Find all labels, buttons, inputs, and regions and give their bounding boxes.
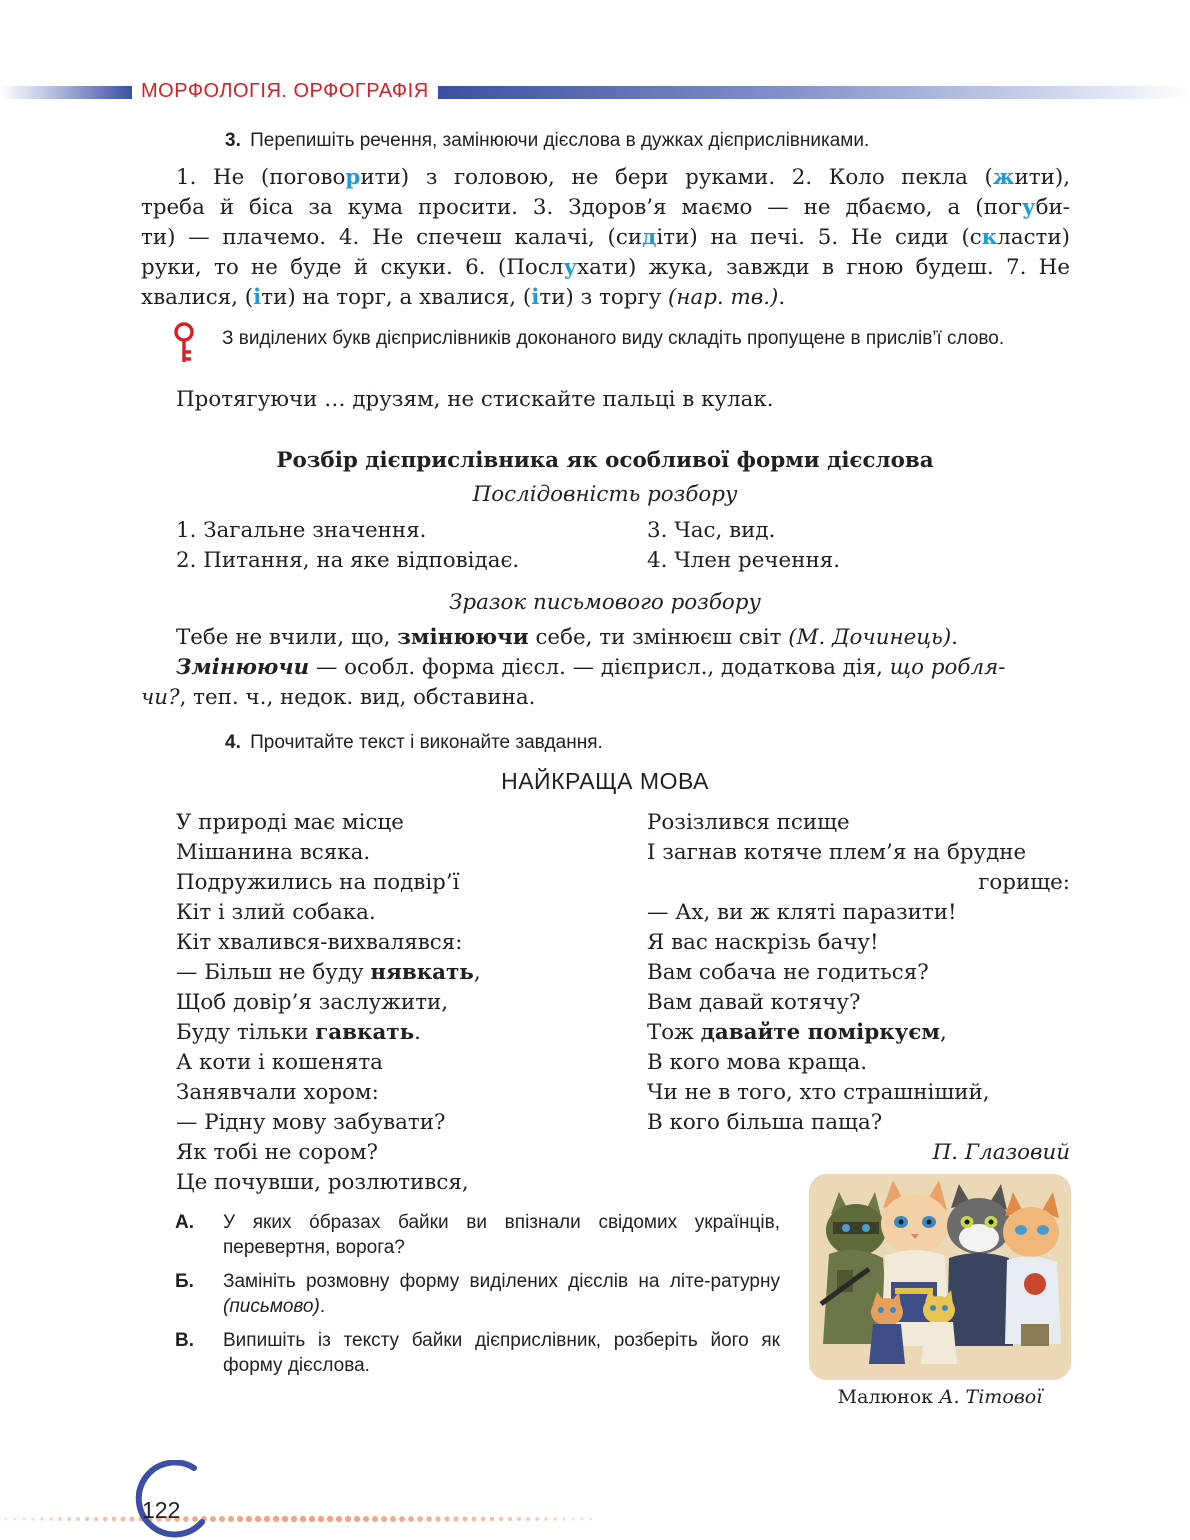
text-run: Подружились на подвір’ї [176, 870, 460, 895]
header-band-left [0, 86, 132, 99]
footer-dot [562, 1517, 565, 1520]
text-run: Щоб довір’я заслужити, [176, 990, 449, 1015]
footer-dot [572, 1518, 575, 1521]
poem-line [176, 868, 616, 898]
sample-text: . [951, 625, 958, 650]
footer-dot [481, 1517, 486, 1522]
question-mark: А. [175, 1212, 194, 1233]
footer-dot [363, 1516, 369, 1522]
task-3-text: Перепишіть речення, замінюючи дієслова в дужках дієприслівниками. [250, 130, 870, 151]
poem-line [176, 1018, 616, 1048]
highlighted-letter: р [345, 165, 361, 190]
footer-dot [94, 1517, 98, 1521]
sentence-line [141, 285, 785, 310]
footer-dot [372, 1516, 378, 1522]
highlighted-letter: к [981, 225, 998, 250]
header-band-right [438, 86, 1190, 99]
sample-line-1 [176, 625, 958, 650]
footer-dot [535, 1517, 539, 1521]
sample-bold-word: змінюючи [397, 625, 529, 650]
footer-dot [246, 1516, 252, 1522]
footer-dot [291, 1516, 297, 1522]
sample-text: себе, ти змінюєш світ [528, 625, 789, 650]
footer-dot [426, 1516, 432, 1522]
text-run: Я вас наскрізь бачу! [647, 930, 879, 955]
analysis-subtitle: Послідовність розбору [472, 482, 738, 507]
poem-line [176, 988, 616, 1018]
footer-dot [273, 1516, 279, 1522]
poem-line [176, 1048, 616, 1078]
text-run: . [778, 285, 786, 310]
sample-text: , теп. ч., недок. вид, обставина. [179, 685, 536, 710]
footer-dot [85, 1517, 89, 1521]
footer-dot [31, 1517, 34, 1520]
sentence-line [141, 255, 1070, 280]
footer-dot [581, 1518, 584, 1521]
footer-dot [282, 1516, 288, 1522]
footer-dot [112, 1517, 117, 1522]
footer-dot [5, 1518, 8, 1521]
illustration-caption [809, 1386, 1071, 1408]
caption-author: А. Тітової [939, 1386, 1043, 1408]
poem-line [176, 838, 616, 868]
text-run: ити) з головою, не бери руками. 2. Коло пекла ( [360, 165, 993, 190]
poem-line [647, 928, 1070, 958]
poem-author: П. Глазовий [932, 1140, 1070, 1165]
poem-line [176, 1138, 616, 1168]
question-text: Замініть розмовну форму виділених дієслів на літе-ратурну [223, 1271, 780, 1292]
footer-dot [453, 1516, 458, 1521]
poem-right-column [647, 808, 1070, 1138]
text-run: , [473, 960, 481, 985]
poem-line [647, 1078, 1070, 1108]
step-2: 2. Питання, на яке відповідає. [176, 548, 520, 573]
proverb-line: Протягуючи … друзям, не стискайте пальці в кулак. [176, 387, 774, 412]
highlighted-letter: д [642, 225, 657, 250]
text-run: В кого більша паща? [647, 1110, 883, 1135]
footer-dot [219, 1516, 225, 1522]
footer-dot [399, 1516, 405, 1522]
footer-dot [472, 1517, 477, 1522]
highlighted-letter: ж [992, 165, 1015, 190]
footer-dot [354, 1516, 360, 1522]
question-text: . [319, 1296, 326, 1317]
sample-text: Тебе не вчили, що, [176, 625, 398, 650]
question-text: Випишіть із тексту байки дієприслівник, розберіть його як форму дієслова. [223, 1330, 780, 1376]
cats-illustration [809, 1174, 1071, 1380]
footer-dot [553, 1517, 556, 1520]
highlighted-letter: і [253, 285, 262, 310]
text-run: — Ах, ви ж кляті паразити! [647, 900, 957, 925]
footer-dot [408, 1516, 414, 1522]
sample-question: що робля- [889, 655, 1006, 680]
text-run: Тож [647, 1020, 701, 1045]
footer-dot [390, 1516, 396, 1522]
sample-line-3 [141, 685, 536, 710]
footer-dot [517, 1517, 521, 1521]
footer-dot [417, 1516, 423, 1522]
footer-dot [264, 1516, 270, 1522]
footer-dot [300, 1516, 306, 1522]
footer-dot [590, 1518, 593, 1521]
analysis-title: Розбір дієприслівника як особливої форми дієслова [276, 448, 934, 473]
sample-question: чи? [141, 685, 180, 710]
text-run: Кіт і злий собака. [176, 900, 376, 925]
sample-title: Зразок письмового розбору [449, 590, 761, 615]
text-run: ти) з торгу [539, 285, 669, 310]
poem-line [647, 808, 1070, 838]
text-run: би- [1035, 195, 1070, 220]
bold-verb: гавкать [315, 1020, 415, 1045]
footer-dots [0, 1514, 600, 1524]
text-run: Розізлився псище [647, 810, 850, 835]
footer-dot [508, 1517, 512, 1521]
task-3-note: З виділених букв дієприслівників доконаного виду складіть пропущене в прислів’ї слово. [222, 328, 1005, 349]
page-number: 122 [142, 1497, 181, 1523]
footer-dot [544, 1517, 548, 1521]
text-run: Це почувши, розлютився, [176, 1170, 469, 1195]
text-run: І загнав котяче плем’я на брудне [647, 840, 1027, 865]
poem-line [176, 1108, 616, 1138]
text-run: В кого мова краща. [647, 1050, 868, 1075]
highlighted-letter: у [563, 255, 578, 280]
poem-line [176, 808, 616, 838]
footer-dot [463, 1517, 468, 1522]
footer-dot [228, 1516, 234, 1522]
sample-bold-word: Змінюючи [176, 655, 310, 680]
highlighted-letter: і [531, 285, 540, 310]
poem-line [176, 1078, 616, 1108]
sample-author: (М. Дочинець) [788, 625, 952, 650]
footer-dot [318, 1516, 324, 1522]
question-a [175, 1210, 780, 1260]
poem-line [647, 868, 1070, 898]
text-run: Буду тільки [176, 1020, 316, 1045]
poem-line [176, 1168, 616, 1198]
footer-dot [255, 1516, 261, 1522]
question-text: У яких óбразах байки ви впізнали свідомих українців, перевертня, ворога? [223, 1212, 780, 1258]
poem-line [647, 838, 1070, 868]
step-1: 1. Загальне значення. [176, 518, 427, 543]
footer-dot [67, 1517, 71, 1521]
sentence-line [141, 195, 1070, 220]
poem-line [647, 1108, 1070, 1138]
poem-line [176, 928, 616, 958]
question-text-italic: (письмово) [223, 1296, 320, 1317]
text-run: 1. Не (погово [176, 165, 346, 190]
poem-title: НАЙКРАЩА МОВА [501, 768, 709, 794]
task-3-instruction [225, 130, 869, 152]
caption-text: Малюнок [837, 1386, 940, 1408]
task-4-text: Прочитайте текст і виконайте завдання. [250, 732, 603, 753]
footer-dot [309, 1516, 315, 1522]
bold-verb: нявкать [370, 960, 474, 985]
step-3: 3. Час, вид. [647, 518, 776, 543]
footer-dot [499, 1517, 503, 1521]
sample-text: — особл. форма дієсл. — дієприсл., додаткова дія, [309, 655, 890, 680]
footer-dot [345, 1516, 351, 1522]
task-4-instruction [225, 732, 603, 754]
task-3-number: 3. [225, 130, 241, 151]
text-run: — Більш не буду [176, 960, 371, 985]
text-run: руки, то не буде й скуки. 6. (Посл [141, 255, 564, 280]
footer-dot [490, 1517, 495, 1522]
text-run: Занявчали хором: [176, 1080, 379, 1105]
footer-dot [103, 1517, 107, 1521]
poem-line [647, 958, 1070, 988]
footer-dot [526, 1517, 530, 1521]
text-run: ти) на торг, а хвалися, ( [261, 285, 532, 310]
text-run: , [939, 1020, 947, 1045]
text-run: іти) на печі. 5. Не сиди (с [656, 225, 982, 250]
footer-dot [327, 1516, 333, 1522]
question-mark: В. [175, 1330, 194, 1351]
text-run: Вам собача не годиться? [647, 960, 929, 985]
poem-line [647, 988, 1070, 1018]
footer-dot [14, 1518, 17, 1521]
key-icon [170, 322, 198, 364]
poem-line [647, 1048, 1070, 1078]
text-run: ити), [1014, 165, 1070, 190]
sentence-line [141, 225, 1070, 250]
text-run: (нар. тв.) [668, 285, 779, 310]
section-title: МОРФОЛОГІЯ. ОРФОГРАФІЯ [141, 80, 429, 102]
task-4-number: 4. [225, 732, 241, 753]
task-4-questions [175, 1210, 780, 1387]
poem-line [176, 958, 616, 988]
text-run: . [414, 1020, 421, 1045]
footer-dot [237, 1516, 243, 1522]
text-run: хати) жука, завжди в гною будеш. 7. Не [577, 255, 1070, 280]
footer-dot [58, 1517, 62, 1521]
footer-dot [76, 1517, 80, 1521]
text-run: Мішанина всяка. [176, 840, 371, 865]
footer-dot [23, 1518, 26, 1521]
text-run: ти) — плачемо. 4. Не спечеш калачі, (си [141, 225, 643, 250]
poem-line [647, 898, 1070, 928]
step-4: 4. Член речення. [647, 548, 841, 573]
poem-left-column [176, 808, 616, 1198]
text-run: горище: [978, 870, 1070, 895]
text-run: хвалися, ( [141, 285, 254, 310]
footer-dot [381, 1516, 387, 1522]
text-run: ласти) [997, 225, 1070, 250]
sample-line-2 [176, 655, 1005, 680]
text-run: Чи не в того, хто страшніший, [647, 1080, 990, 1105]
highlighted-letter: у [1021, 195, 1036, 220]
text-run: Вам давай котячу? [647, 990, 861, 1015]
text-run: — Рідну мову забувати? [176, 1110, 446, 1135]
poem-line [647, 1018, 1070, 1048]
text-run: треба й біса за кума просити. 3. Здоров’я маємо — не дбаємо, а (пог [141, 195, 1022, 220]
poem-line [176, 898, 616, 928]
footer-dot [435, 1516, 440, 1521]
text-run: Як тобі не сором? [176, 1140, 378, 1165]
footer-dot [444, 1516, 449, 1521]
text-run: А коти і кошенята [176, 1050, 383, 1075]
question-mark: Б. [175, 1271, 194, 1292]
footer-dot [210, 1516, 216, 1522]
footer-dot [336, 1516, 342, 1522]
sentence-line [176, 165, 1070, 190]
text-run: Кіт хвалився-вихвалявся: [176, 930, 463, 955]
question-c [175, 1328, 780, 1378]
bold-verb: давайте поміркуєм [700, 1020, 940, 1045]
text-run: У природі має місце [176, 810, 404, 835]
footer-dot [40, 1517, 43, 1520]
question-b [175, 1269, 780, 1319]
footer-dot [49, 1517, 52, 1520]
